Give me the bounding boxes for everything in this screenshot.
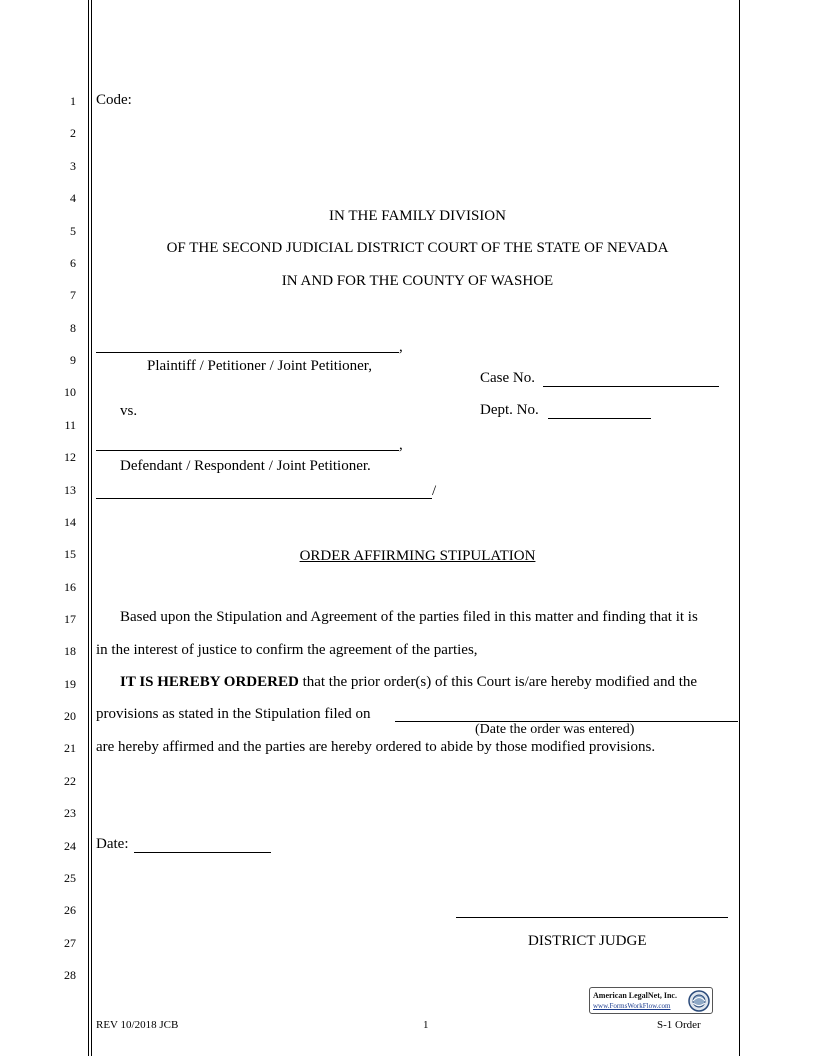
line-number: 11 bbox=[64, 418, 76, 432]
court-heading-line1: IN THE FAMILY DIVISION bbox=[329, 208, 506, 224]
dept-number-field[interactable] bbox=[548, 418, 651, 419]
line-number: 12 bbox=[64, 450, 76, 464]
date-label: Date: bbox=[96, 836, 129, 852]
order-title: ORDER AFFIRMING STIPULATION bbox=[299, 548, 536, 564]
judge-title: DISTRICT JUDGE bbox=[528, 933, 647, 949]
body-paragraph-2-line-2: provisions as stated in the Stipulation filed on bbox=[96, 706, 371, 722]
line-number: 22 bbox=[64, 774, 76, 788]
line-number: 25 bbox=[64, 871, 76, 885]
line-number: 17 bbox=[64, 612, 76, 626]
line-number: 3 bbox=[70, 159, 76, 173]
line-number: 1 bbox=[70, 94, 76, 108]
footer-form-id: S-1 Order bbox=[657, 1019, 701, 1031]
line-number: 13 bbox=[64, 483, 76, 497]
caption-closing-line bbox=[96, 498, 432, 499]
ordered-bold-text: IT IS HEREBY ORDERED bbox=[120, 674, 299, 690]
line-number: 5 bbox=[70, 224, 76, 238]
court-heading-line2: OF THE SECOND JUDICIAL DISTRICT COURT OF THE STATE OF NEVADA bbox=[166, 240, 669, 256]
case-number-field[interactable] bbox=[543, 386, 719, 387]
line-number: 9 bbox=[70, 353, 76, 367]
ordered-rest-text: that the prior order(s) of this Court is/are hereby modified and the bbox=[298, 674, 698, 690]
globe-icon bbox=[688, 990, 710, 1012]
line-number: 10 bbox=[64, 385, 76, 399]
line-number: 14 bbox=[64, 515, 76, 529]
line-number: 23 bbox=[64, 806, 76, 820]
defendant-comma: , bbox=[399, 437, 403, 453]
left-margin-rule-outer bbox=[88, 0, 89, 1056]
versus-label: vs. bbox=[120, 403, 138, 419]
line-number: 24 bbox=[64, 839, 76, 853]
line-number: 6 bbox=[70, 256, 76, 270]
line-number: 18 bbox=[64, 644, 76, 658]
code-label: Code: bbox=[96, 92, 132, 108]
line-number: 2 bbox=[70, 126, 76, 140]
line-number: 21 bbox=[64, 741, 76, 755]
body-paragraph-1-line-2: in the interest of justice to confirm the agreement of the parties, bbox=[96, 642, 478, 658]
line-number: 7 bbox=[70, 288, 76, 302]
plaintiff-comma: , bbox=[399, 339, 403, 355]
line-number: 4 bbox=[70, 191, 76, 205]
left-margin-rule-inner bbox=[91, 0, 92, 1056]
date-field[interactable] bbox=[134, 852, 271, 853]
line-number: 15 bbox=[64, 547, 76, 561]
body-paragraph-2-line-3: are hereby affirmed and the parties are hereby ordered to abide by those modified provisions. bbox=[96, 739, 656, 755]
line-number: 19 bbox=[64, 677, 76, 691]
footer-page-number: 1 bbox=[423, 1019, 429, 1031]
body-paragraph-1-line-1: Based upon the Stipulation and Agreement of the parties filed in this matter and finding that it is bbox=[120, 609, 698, 625]
american-legalnet-logo bbox=[589, 987, 713, 1014]
line-number: 27 bbox=[64, 936, 76, 950]
defendant-label: Defendant / Respondent / Joint Petitioner. bbox=[120, 458, 371, 474]
case-number-label: Case No. bbox=[480, 370, 535, 386]
court-heading-line3: IN AND FOR THE COUNTY OF WASHOE bbox=[281, 273, 554, 289]
logo-url[interactable]: www.FormsWorkFlow.com bbox=[593, 1002, 671, 1010]
body-paragraph-2-line-1 bbox=[120, 674, 697, 691]
line-number: 28 bbox=[64, 968, 76, 982]
dept-number-label: Dept. No. bbox=[480, 402, 539, 418]
defendant-name-line[interactable] bbox=[96, 450, 399, 451]
footer-revision: REV 10/2018 JCB bbox=[96, 1019, 179, 1031]
line-number: 20 bbox=[64, 709, 76, 723]
caption-closing-slash: / bbox=[432, 483, 437, 499]
logo-company-name: American LegalNet, Inc. bbox=[593, 991, 677, 1000]
judge-signature-line[interactable] bbox=[456, 917, 728, 918]
stipulation-date-hint: (Date the order was entered) bbox=[475, 722, 635, 737]
line-number: 26 bbox=[64, 903, 76, 917]
plaintiff-name-line[interactable] bbox=[96, 352, 399, 353]
line-number: 16 bbox=[64, 580, 76, 594]
right-margin-rule bbox=[739, 0, 740, 1056]
plaintiff-label: Plaintiff / Petitioner / Joint Petitioner, bbox=[147, 358, 372, 374]
line-number: 8 bbox=[70, 321, 76, 335]
